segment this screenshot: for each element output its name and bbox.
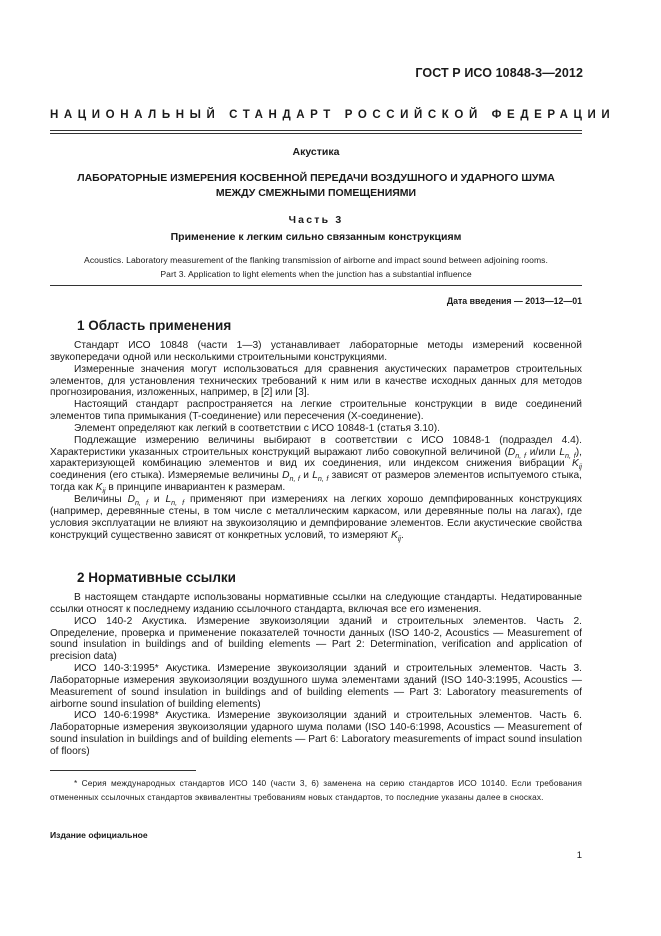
reference-item: ИСО 140-2 Акустика. Измерение звукоизоляции зданий и строительных элементов. Часть 2. Определение, проверка и применение показателей точности данных (ISO 140-2, Acoustics — Measurement of sound insulation in buildings and of building elements — Part 2: Determination, verification and application of precision data) xyxy=(50,615,582,663)
english-title-line-1: Acoustics. Laboratory measurement of the flanking transmission of airborne and impact sound between adjoining rooms. xyxy=(84,255,548,265)
page-number: 1 xyxy=(576,850,582,861)
footnote: * Серия международных стандартов ИСО 140 (части 3, 6) заменена на серию стандартов ИСО 10140. Если требования отмененных ссылочных стандартов эквивалентны требованиям новых стандартов, то последние указаны далее в сносках. xyxy=(50,778,582,802)
section-1-body xyxy=(50,340,582,541)
national-standard-banner: НАЦИОНАЛЬНЫЙ СТАНДАРТ РОССИЙСКОЙ ФЕДЕРАЦИИ xyxy=(50,109,616,121)
footnote-rule xyxy=(50,770,196,771)
reference-item: ИСО 140-3:1995* Акустика. Измерение звукоизоляции зданий и строительных элементов. Часть 3. Лабораторные измерения звукоизоляции воздушного шума элементами зданий (ISO 140-3:1995, Acoustics — Measurement of sound insulation in buildings and of building elements — Part 3: Laboratory measurements of airborne sound insulation of building elements) xyxy=(50,663,582,710)
section-2-heading: 2 Нормативные ссылки xyxy=(77,570,236,585)
section-2-body xyxy=(50,592,582,758)
section-1-heading: 1 Область применения xyxy=(77,318,232,333)
paragraph: Настоящий стандарт распространяется на легкие строительные конструкции в виде соединений элементов типа примыкания (T-соединение) или пересечения (X-соединение). xyxy=(50,399,582,423)
title-line-2: МЕЖДУ СМЕЖНЫМИ ПОМЕЩЕНИЯМИ xyxy=(215,187,417,199)
paragraph: Измеренные значения могут использоваться для сравнения акустических параметров строительных элементов, для установления технических требований к ним или в качестве исходных данных для методов прогнозирования, изложенных, например, в [2] или [3]. xyxy=(50,363,582,399)
title-rule xyxy=(50,285,582,286)
part-label: Часть 3 xyxy=(288,214,344,226)
paragraph: Величины $D_{n, f}$ и $L_{n, f}$ применяют при измерениях на легких хорошо демпфированных конструкциях (например, деревянные стены, в том числе с металлическим каркасом, или деревянные полы на лагах), где условия эксплуатации не влияют на звукоизоляцию и демпфирование элементов. Если акустические свойства конструкций существенно зависят от конкретных условий, то измеряют $K_{ij}$. xyxy=(50,493,582,543)
subject: Акустика xyxy=(292,146,340,158)
date-introduced: Дата введения — 2013—12—01 xyxy=(446,296,582,306)
document-title xyxy=(50,171,582,201)
standard-code: ГОСТ Р ИСО 10848-3—2012 xyxy=(415,66,583,80)
english-title xyxy=(50,254,582,281)
english-title-line-2: Part 3. Application to light elements when the junction has a substantial influence xyxy=(160,268,472,279)
paragraph: Элемент определяют как легкий в соответствии с ИСО 10848-1 (статья 3.10). xyxy=(74,422,440,434)
header-rule-2 xyxy=(50,133,582,134)
reference-item: ИСО 140-6:1998* Акустика. Измерение звукоизоляции зданий и строительных элементов. Часть 6. Лабораторные измерения звукоизоляции ударного шума полами (ISO 140-6:1998, Acoustics — Measurement of sound insulation in buildings and of building elements — Part 6: Laboratory measurements of impact sound insulation of floors) xyxy=(50,710,582,757)
edition-label: Издание официальное xyxy=(50,830,148,840)
paragraph: Стандарт ИСО 10848 (части 1—3) устанавливает лабораторные методы измерений косвенной звукопередачи одной или несколькими строительными конструкциями. xyxy=(50,340,582,363)
paragraph: Подлежащие измерению величины выбирают в соответствии с ИСО 10848-1 (подраздел 4.4). Характеристики указанных строительных конструкций выражают либо совокупной величиной ($D_{n, f}$ и/или $L_{n, f}$), характеризующей комбинацию элементов и вид их соединения, или индексом снижения вибрации $K_{ij}$ соединения (его стыка). Измеряемые величины $D_{n, f}$ и $L_{n, f}$ зависят от размеров элементов испытуемого стыка, тогда как $K_{ij}$ в принципе инвариантен к размерам. xyxy=(50,434,583,496)
title-line-1: ЛАБОРАТОРНЫЕ ИЗМЕРЕНИЯ КОСВЕННОЙ ПЕРЕДАЧИ ВОЗДУШНОГО И УДАРНОГО ШУМА xyxy=(77,172,555,184)
header-rule-1 xyxy=(50,130,582,131)
paragraph: В настоящем стандарте использованы нормативные ссылки на следующие стандарты. Недатированные ссылки относят к последнему изданию ссылочного стандарта, включая все его изменения. xyxy=(50,592,582,615)
part-title: Применение к легким сильно связанным конструкциям xyxy=(170,231,462,243)
